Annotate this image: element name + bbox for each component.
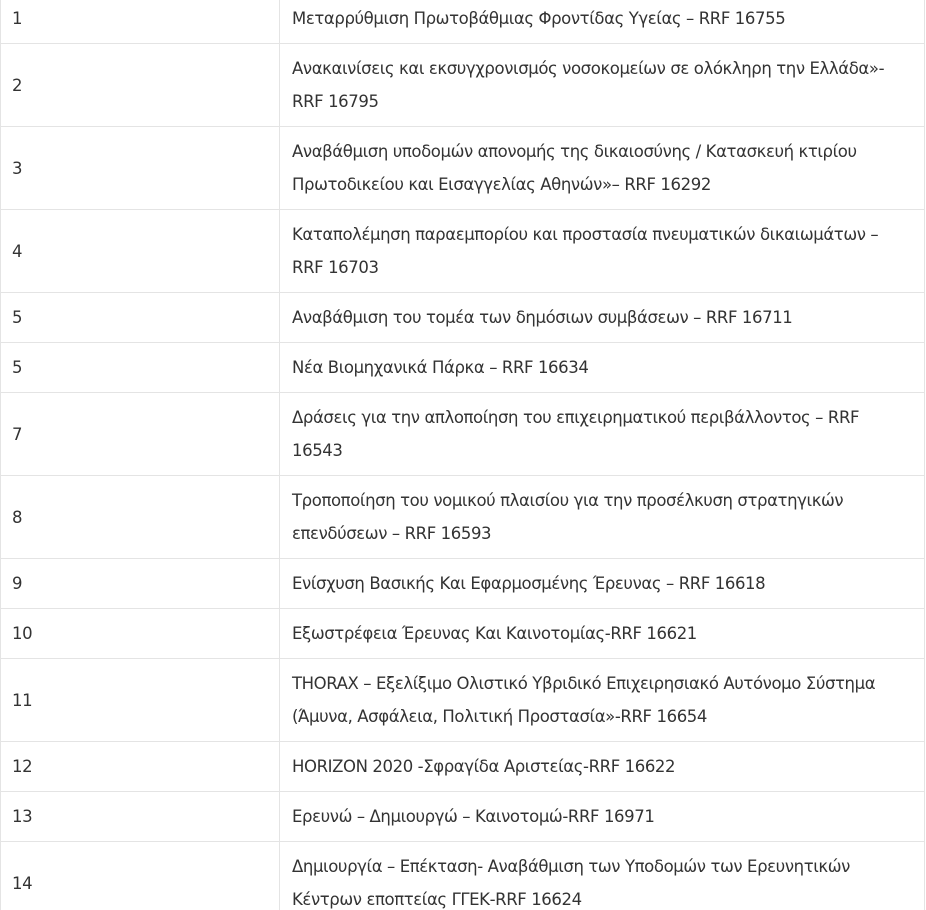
- table-body: [1, 0, 925, 910]
- table-row: [1, 44, 925, 127]
- table-row: [1, 609, 925, 659]
- row-number: 7: [1, 393, 280, 476]
- row-number: 12: [1, 742, 280, 792]
- table-row: [1, 210, 925, 293]
- project-title: Δημιουργία – Επέκταση- Αναβάθμιση των Υποδομών των Ερευνητικών Κέντρων εποπτείας ΓΓΕΚ-RRF 16624: [280, 842, 925, 910]
- project-title: Εξωστρέφεια Έρευνας Και Καινοτομίας-RRF 16621: [280, 609, 925, 659]
- row-number: 2: [1, 44, 280, 127]
- table-row: [1, 742, 925, 792]
- table-row: [1, 293, 925, 343]
- project-title: Αναβάθμιση υποδομών απονομής της δικαιοσύνης / Κατασκευή κτιρίου Πρωτοδικείου και Εισαγγελίας Αθηνών»– RRF 16292: [280, 127, 925, 210]
- table-row: [1, 659, 925, 742]
- project-title: Ερευνώ – Δημιουργώ – Καινοτομώ-RRF 16971: [280, 792, 925, 842]
- row-number: 8: [1, 476, 280, 559]
- project-title: Δράσεις για την απλοποίηση του επιχειρηματικού περιβάλλοντος – RRF 16543: [280, 393, 925, 476]
- table-row: [1, 0, 925, 44]
- row-number: 4: [1, 210, 280, 293]
- row-number: 9: [1, 559, 280, 609]
- project-title: Καταπολέμηση παραεμπορίου και προστασία πνευματικών δικαιωμάτων – RRF 16703: [280, 210, 925, 293]
- project-title: Ενίσχυση Βασικής Και Εφαρμοσμένης Έρευνας – RRF 16618: [280, 559, 925, 609]
- row-number: 1: [1, 0, 280, 44]
- project-title: Ανακαινίσεις και εκσυγχρονισμός νοσοκομείων σε ολόκληρη την Ελλάδα»-RRF 16795: [280, 44, 925, 127]
- row-number: 5: [1, 343, 280, 393]
- project-title: THORAX – Εξελίξιμο Ολιστικό Υβριδικό Επιχειρησιακό Αυτόνομο Σύστημα (Άμυνα, Ασφάλεια, Πολιτική Προστασία»-RRF 16654: [280, 659, 925, 742]
- table-row: [1, 343, 925, 393]
- project-title: Αναβάθμιση του τομέα των δημόσιων συμβάσεων – RRF 16711: [280, 293, 925, 343]
- table-row: [1, 393, 925, 476]
- table-row: [1, 559, 925, 609]
- row-number: 5: [1, 293, 280, 343]
- row-number: 13: [1, 792, 280, 842]
- row-number: 11: [1, 659, 280, 742]
- row-number: 10: [1, 609, 280, 659]
- project-title: HORIZON 2020 -Σφραγίδα Αριστείας-RRF 16622: [280, 742, 925, 792]
- project-title: Νέα Βιομηχανικά Πάρκα – RRF 16634: [280, 343, 925, 393]
- table-row: [1, 476, 925, 559]
- row-number: 14: [1, 842, 280, 910]
- row-number: 3: [1, 127, 280, 210]
- project-title: Μεταρρύθμιση Πρωτοβάθμιας Φροντίδας Υγείας – RRF 16755: [280, 0, 925, 44]
- table-row: [1, 842, 925, 910]
- table-row: [1, 792, 925, 842]
- project-title: Τροποποίηση του νομικού πλαισίου για την προσέλκυση στρατηγικών επενδύσεων – RRF 16593: [280, 476, 925, 559]
- table-row: [1, 127, 925, 210]
